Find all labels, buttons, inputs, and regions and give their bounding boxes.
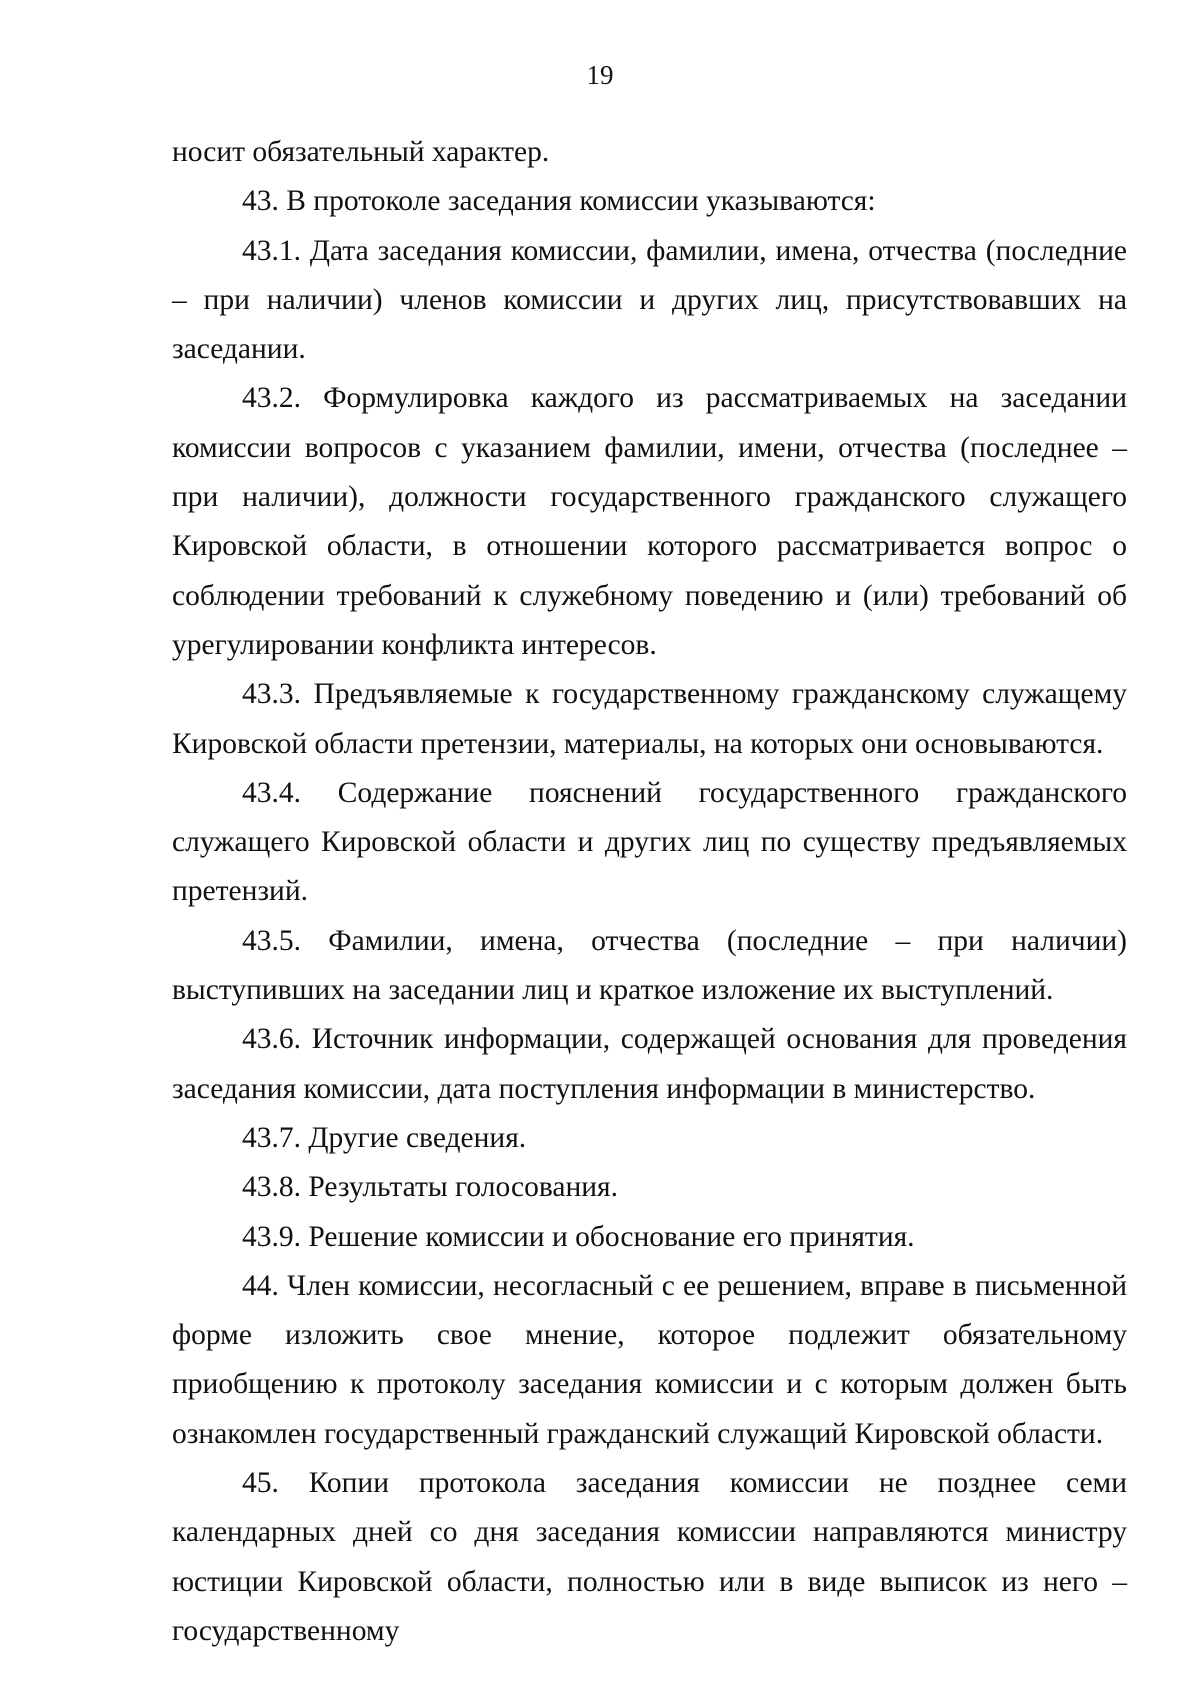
document-body [172, 128, 1127, 1656]
paragraph-44: 44. Член комиссии, несогласный с ее решением, вправе в письменной форме изложить свое мнение, которое подлежит обязательному приобщению к протоколу заседания комиссии и с которым должен быть ознакомлен государственный гражданский служащий Кировской области. [172, 1269, 1127, 1450]
paragraph-43: 43. В протоколе заседания комиссии указываются: [242, 185, 876, 218]
paragraph-43-8: 43.8. Результаты голосования. [242, 1171, 618, 1204]
paragraph-43-5: 43.5. Фамилии, имена, отчества (последние – при наличии) выступивших на заседании лиц и краткое изложение их выступлений. [172, 924, 1127, 1007]
paragraph-43-4: 43.4. Содержание пояснений государственного гражданского служащего Кировской области и других лиц по существу предъявляемых претензий. [172, 776, 1127, 908]
paragraph-43-3: 43.3. Предъявляемые к государственному гражданскому служащему Кировской области претензии, материалы, на которых они основываются. [172, 678, 1127, 760]
paragraph-43-6: 43.6. Источник информации, содержащей основания для проведения заседания комиссии, дата поступления информации в министерство. [172, 1023, 1127, 1105]
page-number: 19 [586, 60, 614, 90]
paragraph-43-9: 43.9. Решение комиссии и обоснование его принятия. [242, 1220, 915, 1253]
paragraph-continuation: носит обязательный характер. [172, 136, 550, 168]
paragraph-43-2: 43.2. Формулировка каждого из рассматриваемых на заседании комиссии вопросов с указанием фамилии, имени, отчества (последнее – при наличии), должности государственного гражданского служащего Кировской области, в отношении которого рассматривается вопрос о соблюдении требований к служебному поведению и (или) требований об урегулировании конфликта интересов. [172, 382, 1127, 661]
paragraph-43-1: 43.1. Дата заседания комиссии, фамилии, имена, отчества (последние – при наличии) членов комиссии и других лиц, присутствовавших на заседании. [172, 234, 1127, 366]
paragraph-45: 45. Копии протокола заседания комиссии не позднее семи календарных дней со дня заседания комиссии направляются министру юстиции Кировской области, полностью или в виде выписок из него – государственному [172, 1467, 1127, 1647]
paragraph-43-7: 43.7. Другие сведения. [242, 1121, 527, 1154]
